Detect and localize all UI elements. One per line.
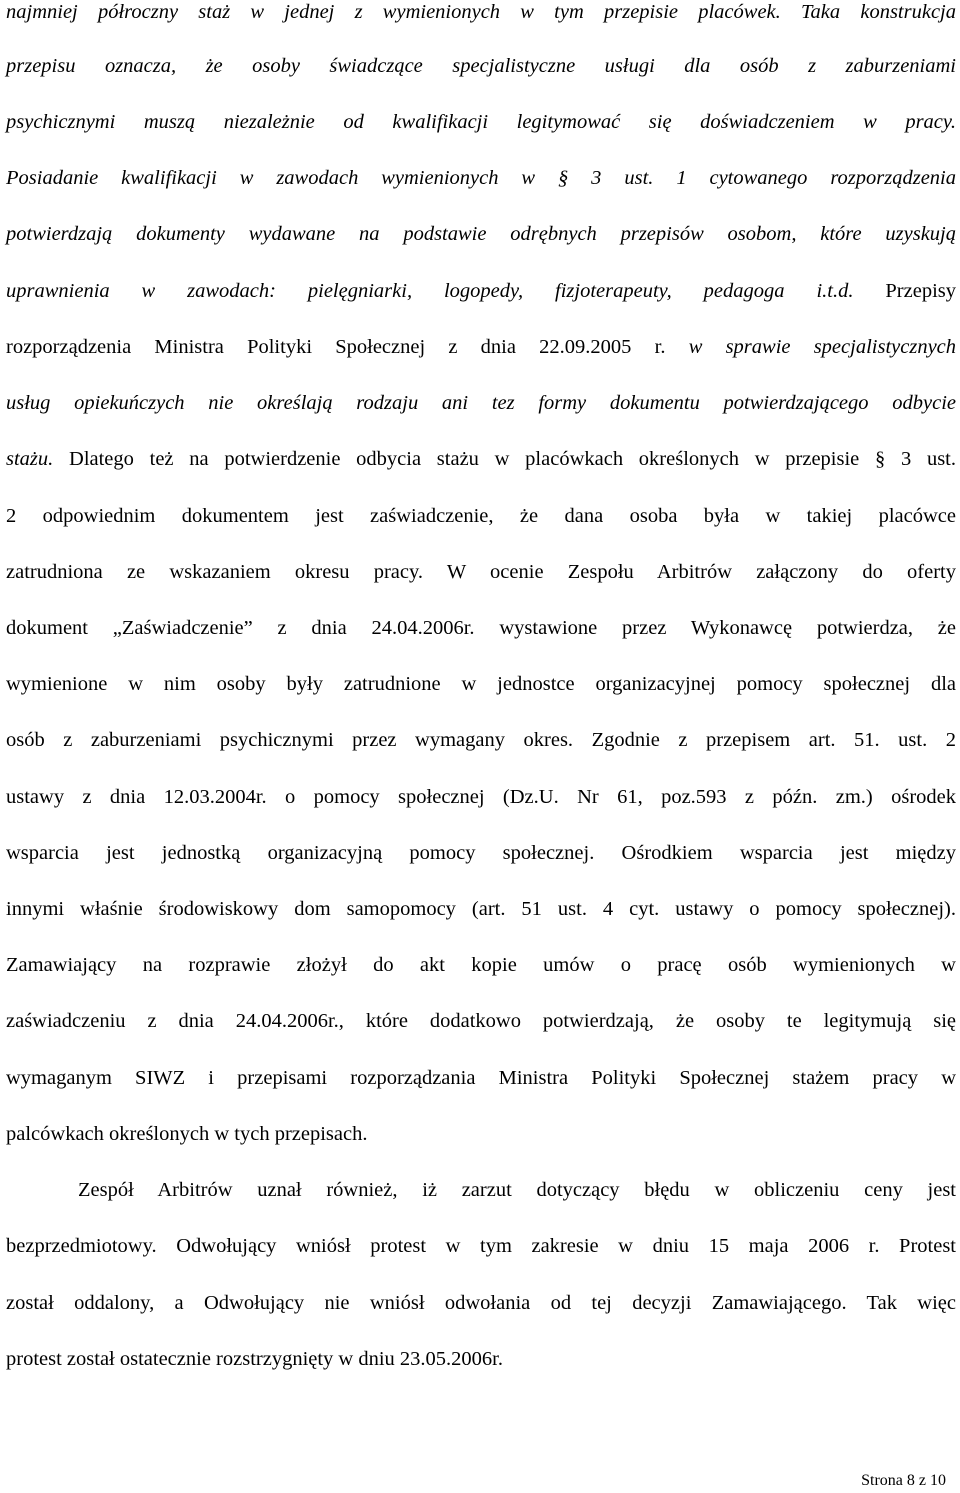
- page-number: Strona 8 z 10: [861, 1472, 946, 1489]
- text-segment: Dlatego też na potwierdzenie odbycia stażu w placówkach określonych w przepisie § 3 ust.: [69, 448, 956, 470]
- text-line-mixed: [6, 333, 956, 361]
- text-line: innymi właśnie środowiskowy dom samopomocy (art. 51 ust. 4 cyt. ustawy o pomocy społecznej).: [6, 898, 956, 920]
- text-line: zaświadczeniu z dnia 24.04.2006r., które dodatkowo potwierdzają, że osoby te legitymują się: [6, 1010, 956, 1032]
- text-line: protest został ostatecznie rozstrzygnięty w dniu 23.05.2006r.: [6, 1348, 504, 1370]
- text-line: osób z zaburzeniami psychicznymi przez wymagany okres. Zgodnie z przepisem art. 51. ust. 2: [6, 729, 956, 751]
- text-line: wymienione w nim osoby były zatrudnione w jednostce organizacyjnej pomocy społecznej dla: [6, 673, 956, 695]
- text-line: dokument „Zaświadczenie” z dnia 24.04.2006r. wystawione przez Wykonawcę potwierdza, że: [6, 617, 956, 639]
- text-segment: w sprawie specjalistycznych: [688, 336, 957, 358]
- text-segment: uprawnienia w zawodach: pielęgniarki, logopedy, fizjoterapeuty, pedagoga i.t.d.: [6, 280, 854, 302]
- text-line: psychicznymi muszą niezależnie od kwalifikacji legitymować się doświadczeniem w pracy.: [6, 111, 956, 133]
- text-segment: stażu.: [6, 448, 54, 470]
- text-line: Posiadanie kwalifikacji w zawodach wymienionych w § 3 ust. 1 cytowanego rozporządzenia: [6, 167, 956, 189]
- text-line: został oddalony, a Odwołujący nie wniósł odwołania od tej decyzji Zamawiającego. Tak więc: [6, 1292, 956, 1314]
- text-line: Zespół Arbitrów uznał również, iż zarzut dotyczący błędu w obliczeniu ceny jest: [78, 1179, 956, 1201]
- text-line: potwierdzają dokumenty wydawane na podstawie odrębnych przepisów osobom, które uzyskują: [6, 223, 956, 245]
- text-line: najmniej półroczny staż w jednej z wymienionych w tym przepisie placówek. Taka konstrukcja: [6, 1, 956, 23]
- text-line: palcówkach określonych w tych przepisach.: [6, 1123, 368, 1145]
- text-segment: rozporządzenia Ministra Polityki Społecznej z dnia 22.09.2005 r.: [6, 336, 666, 358]
- text-line-mixed: [6, 445, 956, 473]
- text-line: bezprzedmiotowy. Odwołujący wniósł protest w tym zakresie w dniu 15 maja 2006 r. Protest: [6, 1235, 956, 1257]
- text-line: zatrudniona ze wskazaniem okresu pracy. W ocenie Zespołu Arbitrów załączony do oferty: [6, 561, 956, 583]
- text-line: Zamawiający na rozprawie złożył do akt kopie umów o pracę osób wymienionych w: [6, 954, 956, 976]
- text-line: 2 odpowiednim dokumentem jest zaświadczenie, że dana osoba była w takiej placówce: [6, 505, 956, 527]
- text-line: usług opiekuńczych nie określają rodzaju ani tez formy dokumentu potwierdzającego odbycie: [6, 392, 956, 414]
- text-line: ustawy z dnia 12.03.2004r. o pomocy społecznej (Dz.U. Nr 61, poz.593 z późn. zm.) ośrodek: [6, 786, 956, 808]
- text-segment: Przepisy: [885, 280, 956, 302]
- text-line: wymaganym SIWZ i przepisami rozporządzania Ministra Polityki Społecznej stażem pracy w: [6, 1067, 956, 1089]
- text-line-mixed: [6, 277, 956, 305]
- text-line: przepisu oznacza, że osoby świadczące specjalistyczne usługi dla osób z zaburzeniami: [6, 55, 956, 77]
- text-line: wsparcia jest jednostką organizacyjną pomocy społecznej. Ośrodkiem wsparcia jest między: [6, 842, 956, 864]
